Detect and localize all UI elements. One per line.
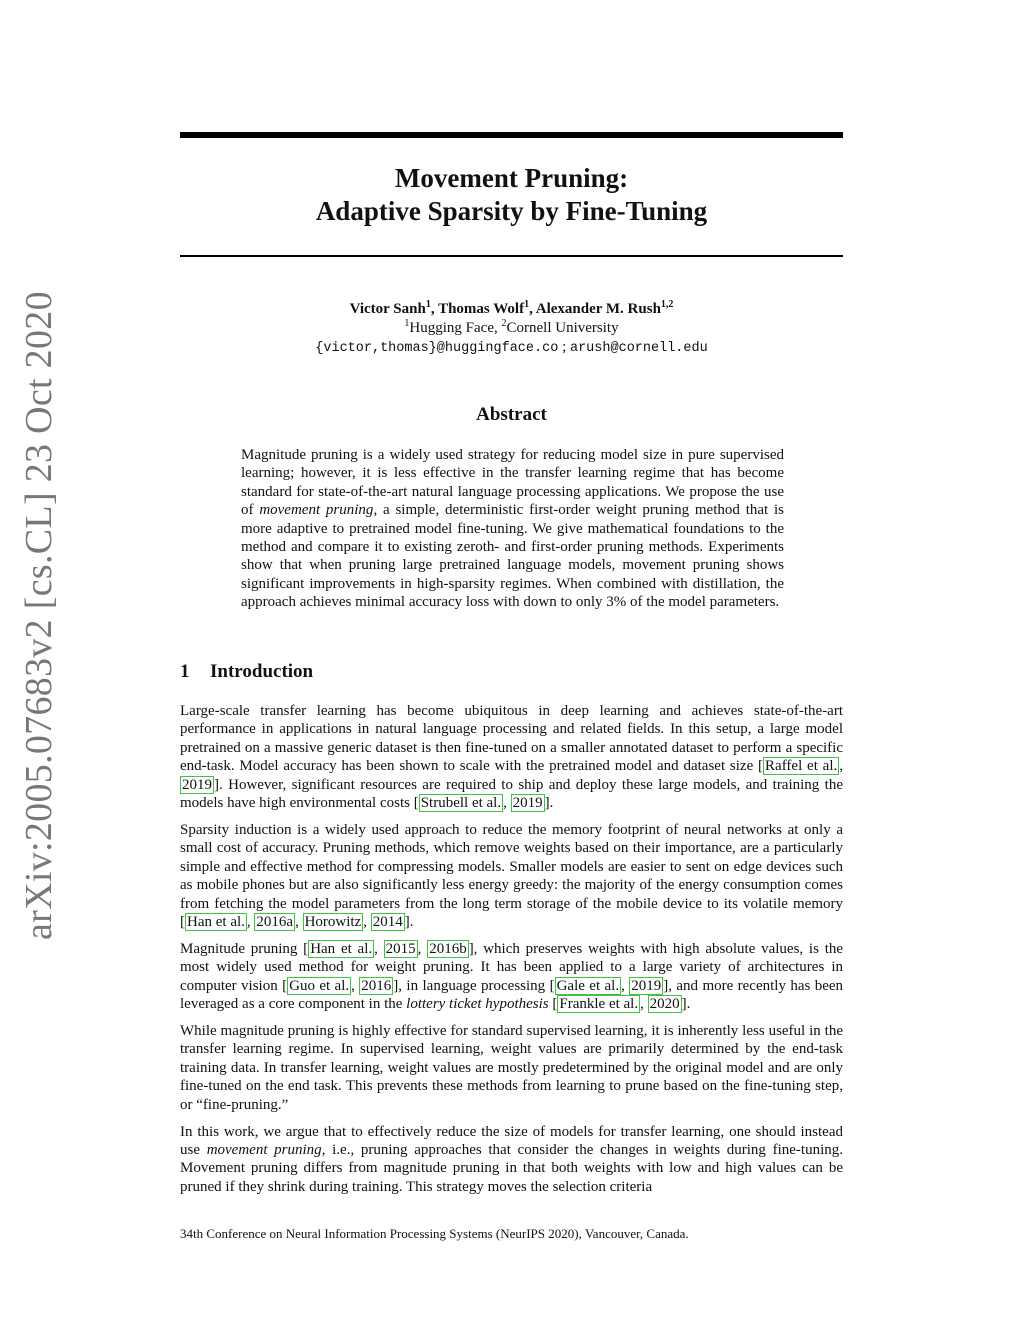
title-line-2: Adaptive Sparsity by Fine-Tuning xyxy=(315,196,708,226)
citation-link[interactable]: 2020 xyxy=(649,996,680,1013)
text-run: , xyxy=(503,795,511,812)
paragraph xyxy=(180,940,843,1014)
section-heading xyxy=(180,661,313,683)
citation-link[interactable]: Han et al. xyxy=(310,940,373,957)
citation-link[interactable]: Raffel et al. xyxy=(765,758,838,775)
text-run: Large-scale transfer learning has become ubiquitous in deep learning and achieves state-of-the-art performance in applications in natural language processing and related fields. In this setup, a large model pretrained on a massive generic dataset is then fine-tuned on a smaller annotated dataset to perform a specific end-task. Model accuracy has been shown to scale with the pretrained model and dataset size [ xyxy=(180,703,843,775)
text-run: Magnitude pruning [ xyxy=(180,940,309,957)
abstract-text xyxy=(241,446,784,612)
citation-link[interactable]: 2016b xyxy=(429,940,467,957)
paragraph xyxy=(180,702,843,812)
paragraph: While magnitude pruning is highly effective for standard supervised learning, it is inherently less useful in the transfer learning regime. In supervised learning, weight values are primarily determined by the end-task training data. In transfer learning, weight values are mostly predetermined by the original model and are only fine-tuned on the end task. This prevents these methods from learning to prune based on the fine-tuning step, or “fine-pruning.” xyxy=(180,1023,843,1113)
citation-link[interactable]: Gale et al. xyxy=(556,977,620,994)
citation-link[interactable]: 2019 xyxy=(182,776,212,793)
section-number: 1 xyxy=(180,661,190,682)
author-names: Victor Sanh$^1$, Thomas Wolf$^1$, Alexander M. Rush$^{1,2}$ xyxy=(349,299,674,317)
author-name: Alexander M. Rush xyxy=(535,301,661,317)
author-affiliation-mark: 1 xyxy=(524,299,530,310)
citation-link[interactable]: 2016a xyxy=(256,913,294,930)
author-name: Thomas Wolf xyxy=(438,301,525,317)
conference-footnote: 34th Conference on Neural Information Processing Systems (NeurIPS 2020), Vancouver, Canada. xyxy=(180,1226,689,1241)
text-run: , xyxy=(417,940,428,957)
citation-link[interactable]: Horowitz xyxy=(304,913,362,930)
text-run: ]. xyxy=(544,795,554,812)
author-emails xyxy=(180,338,843,358)
text-run: , xyxy=(246,913,255,930)
citation-link[interactable]: Han et al. xyxy=(187,913,245,930)
email-separator: ; xyxy=(558,339,570,355)
text-run: , xyxy=(351,977,360,994)
paragraph xyxy=(180,1123,843,1197)
paper-title xyxy=(180,162,843,228)
text-run: Sparsity induction is a widely used approach to reduce the memory footprint of neural networks at only a small cost of accuracy. Pruning methods, which remove weights based on their importance, are a particularly simple and effective method for compressing models. Smaller models are easier to sent on edge devices such as mobile phones but are also significantly less energy greedy: the majority of the energy consumption comes from fetching the model parameters from the long term storage of the mobile device to its volatile memory [ xyxy=(180,821,843,930)
author-block xyxy=(180,300,843,358)
section-body xyxy=(180,702,843,1205)
affiliation-mark: 1 xyxy=(404,318,410,329)
citation-link[interactable]: Frankle et al. xyxy=(559,996,639,1013)
emphasis: movement pruning xyxy=(259,502,374,519)
citation-link[interactable]: 2019 xyxy=(631,977,662,994)
citation-link[interactable]: 2015 xyxy=(385,940,416,957)
author-affiliation-mark: 1 xyxy=(425,299,431,310)
text-run: ], in language processing [ xyxy=(393,977,555,994)
email-link[interactable]: {victor,thomas}@huggingface.co xyxy=(315,341,559,356)
text-run: , i.e., pruning approaches that consider the changes in weights during fine-tuning. Movement pruning differs from magnitude pruning in that both weights with low and high values can be pruned if they shrink during training. This strategy moves the selection criteria xyxy=(180,1141,843,1195)
text-run: ]. xyxy=(681,996,691,1013)
text-run: In this work, we argue that to effectively reduce the size of models for transfer learning, one should instead use xyxy=(180,1123,843,1158)
text-run: ], and more recently has been leveraged as a core component in the xyxy=(180,977,844,1013)
citation-link[interactable]: 2016 xyxy=(361,977,392,994)
affiliations xyxy=(180,319,843,338)
citation-link[interactable]: Guo et al. xyxy=(289,977,350,994)
affiliation-mark: 2 xyxy=(501,318,507,329)
text-run: , xyxy=(621,977,630,994)
abstract-text-run: , a simple, deterministic first-order weight pruning method that is more adaptive to pretrained model fine-tuning. We give mathematical foundations to the method and compare it to existing zeroth- and first-order pruning methods. Experiments show that when pruning large pretrained language models, movement pruning shows significant improvements in high-sparsity regimes. When combined with distillation, the approach achieves minimal accuracy loss with down to only 3% of the model parameters. xyxy=(241,502,784,611)
title-bottom-rule xyxy=(180,255,843,257)
text-run: ]. However, significant resources are required to ship and deploy these large models, and training the models have high environmental costs [ xyxy=(180,776,843,812)
paragraph xyxy=(180,821,843,931)
text-run: , xyxy=(363,913,371,930)
citation-link[interactable]: Strubell et al. xyxy=(420,795,502,812)
text-run: , xyxy=(640,996,648,1013)
author-affiliation-mark: 1,2 xyxy=(660,299,674,310)
text-run: , xyxy=(374,940,384,957)
title-top-rule xyxy=(180,132,843,138)
emphasis: movement pruning xyxy=(206,1141,322,1158)
citation-link[interactable]: 2014 xyxy=(372,913,403,930)
text-run: , xyxy=(295,913,303,930)
text-run: ], which preserves weights with high absolute values, is the most widely used method for weight pruning. It has been applied to a large variety of architectures in computer vision [ xyxy=(180,940,844,994)
text-run: [ xyxy=(548,996,558,1013)
section-title: Introduction xyxy=(210,661,314,682)
email-link[interactable]: arush@cornell.edu xyxy=(569,341,708,356)
affiliation: Cornell University xyxy=(506,320,619,336)
citation-link[interactable]: 2019 xyxy=(512,795,543,812)
abstract-text-run: Magnitude pruning is a widely used strategy for reducing model size in pure supervised learning; however, it is less effective in the transfer learning regime that has become standard for state-of-the-art natural language processing applications. We propose the use of xyxy=(241,447,784,519)
emphasis: lottery ticket hypothesis xyxy=(406,996,549,1013)
author-name: Victor Sanh xyxy=(349,301,426,317)
title-line-1: Movement Pruning: xyxy=(394,163,629,193)
text-run: ]. xyxy=(404,913,414,930)
affiliation: Hugging Face, xyxy=(409,320,502,336)
abstract-heading: Abstract xyxy=(476,404,547,425)
arxiv-identifier: arXiv:2005.07683v2 [cs.CL] 23 Oct 2020 xyxy=(18,291,60,940)
text-run: , xyxy=(839,758,844,775)
